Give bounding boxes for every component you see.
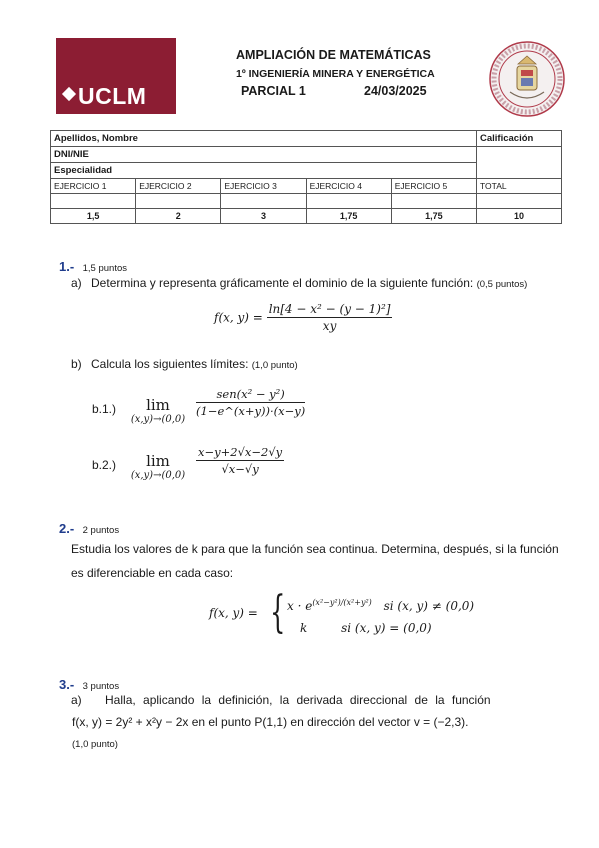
question-2-header xyxy=(59,520,119,538)
limit-b1-operator xyxy=(124,396,192,425)
function-denominator: xy xyxy=(322,319,337,333)
question-1-header xyxy=(59,258,127,276)
case-expression: k xyxy=(300,621,308,635)
q1-part-a xyxy=(71,276,527,290)
dni-label: DNI/NIE xyxy=(54,149,89,160)
blank-cell[interactable] xyxy=(51,194,136,209)
case-exponent: (x²−y²)/(x²+y²) xyxy=(312,598,372,607)
score-cell: 3 xyxy=(221,209,306,224)
blank-cell[interactable] xyxy=(477,194,562,209)
lim-subscript: (x,y)→(0,0) xyxy=(130,470,186,481)
grade-field[interactable] xyxy=(477,147,562,179)
part-text: Halla, aplicando la definición, la derivada direccional de la función xyxy=(105,693,491,707)
brace-icon: { xyxy=(270,587,286,638)
exercise-header: EJERCICIO 4 xyxy=(306,179,391,194)
name-label: Apellidos, Nombre xyxy=(54,133,138,144)
university-seal-icon xyxy=(488,40,566,118)
case-condition: si (x, y) = (0,0) xyxy=(341,621,432,635)
grade-label: Calificación xyxy=(480,133,534,144)
blank-cell[interactable] xyxy=(306,194,391,209)
limit-b2-label: b.2.) xyxy=(92,458,117,472)
question-points: 1,5 puntos xyxy=(82,263,127,274)
part-label: a) xyxy=(71,276,82,290)
part-text: Calcula los siguientes límites: xyxy=(91,357,249,371)
question-points: 2 puntos xyxy=(82,525,120,536)
question-3-header xyxy=(59,676,119,694)
limit-b2-operator xyxy=(124,452,192,481)
blank-cell[interactable] xyxy=(391,194,476,209)
limit-b2-fraction xyxy=(196,445,284,476)
part-label: b) xyxy=(71,357,82,371)
exercise-header: EJERCICIO 5 xyxy=(391,179,476,194)
question-number: 3.- xyxy=(59,677,75,692)
logo-text: UCLM xyxy=(78,83,147,109)
lim-subscript: (x,y)→(0,0) xyxy=(130,414,186,425)
function-lhs: f(x, y) = xyxy=(214,310,263,325)
q3-part-a-line-2: f(x, y) = 2y² + x²y − 2x en el punto P(1,1) en dirección del vector v = (−2,3). xyxy=(72,715,469,729)
case-condition: si (x, y) ≠ (0,0) xyxy=(383,599,475,613)
q2-statement: Estudia los valores de k para que la función sea continua. Determina, después, si la función es diferenciable en cada caso: xyxy=(71,542,559,580)
part-label: a) xyxy=(71,693,82,707)
exam-name: PARCIAL 1 xyxy=(241,84,306,98)
limit-numerator: x−y+2√x−2√y xyxy=(198,445,283,459)
limit-b1-label: b.1.) xyxy=(92,402,117,416)
diamond-icon xyxy=(62,87,76,101)
score-cell: 1,75 xyxy=(306,209,391,224)
q2-function-lhs: f(x, y) = xyxy=(209,606,258,620)
limit-denominator: √x−√y xyxy=(221,462,259,476)
course-name: 1º INGENIERÍA MINERA Y ENERGÉTICA xyxy=(236,68,435,80)
q3-part-a xyxy=(71,693,491,707)
q1-function xyxy=(214,302,392,333)
exercise-header: EJERCICIO 2 xyxy=(136,179,221,194)
score-cell: 1,5 xyxy=(51,209,136,224)
score-cell: 10 xyxy=(477,209,562,224)
case-expression: x · e xyxy=(287,599,313,613)
limit-b1-fraction xyxy=(196,387,305,418)
uclm-logo xyxy=(56,38,176,114)
q2-case-2 xyxy=(300,621,432,635)
blank-cell[interactable] xyxy=(221,194,306,209)
part-text: Determina y representa gráficamente el dominio de la siguiente función: xyxy=(91,276,474,290)
score-cell: 1,75 xyxy=(391,209,476,224)
exercise-header: EJERCICIO 3 xyxy=(221,179,306,194)
question-number: 2.- xyxy=(59,521,75,536)
exam-title: AMPLIACIÓN DE MATEMÁTICAS xyxy=(236,48,431,62)
q1-part-b xyxy=(71,357,298,371)
student-info-table xyxy=(50,130,562,224)
score-cell: 2 xyxy=(136,209,221,224)
question-points: 3 puntos xyxy=(82,681,120,692)
q2-case-1 xyxy=(287,598,474,613)
question-number: 1.- xyxy=(59,259,75,274)
function-numerator: ln[4 − x² − (y − 1)²] xyxy=(268,302,391,316)
total-header: TOTAL xyxy=(477,179,562,194)
q3-part-a-points: (1,0 punto) xyxy=(72,739,118,750)
limit-denominator: (1−e^(x+y))·(x−y) xyxy=(196,404,306,418)
exercise-header: EJERCICIO 1 xyxy=(51,179,136,194)
lim-symbol: lim xyxy=(146,452,170,470)
lim-symbol: lim xyxy=(146,396,170,414)
limit-numerator: sen(x² − y²) xyxy=(196,387,305,403)
blank-cell[interactable] xyxy=(136,194,221,209)
part-points: (1,0 punto) xyxy=(251,360,298,371)
specialty-label: Especialidad xyxy=(54,165,113,176)
part-points: (0,5 puntos) xyxy=(476,279,528,290)
exam-date: 24/03/2025 xyxy=(364,84,427,98)
